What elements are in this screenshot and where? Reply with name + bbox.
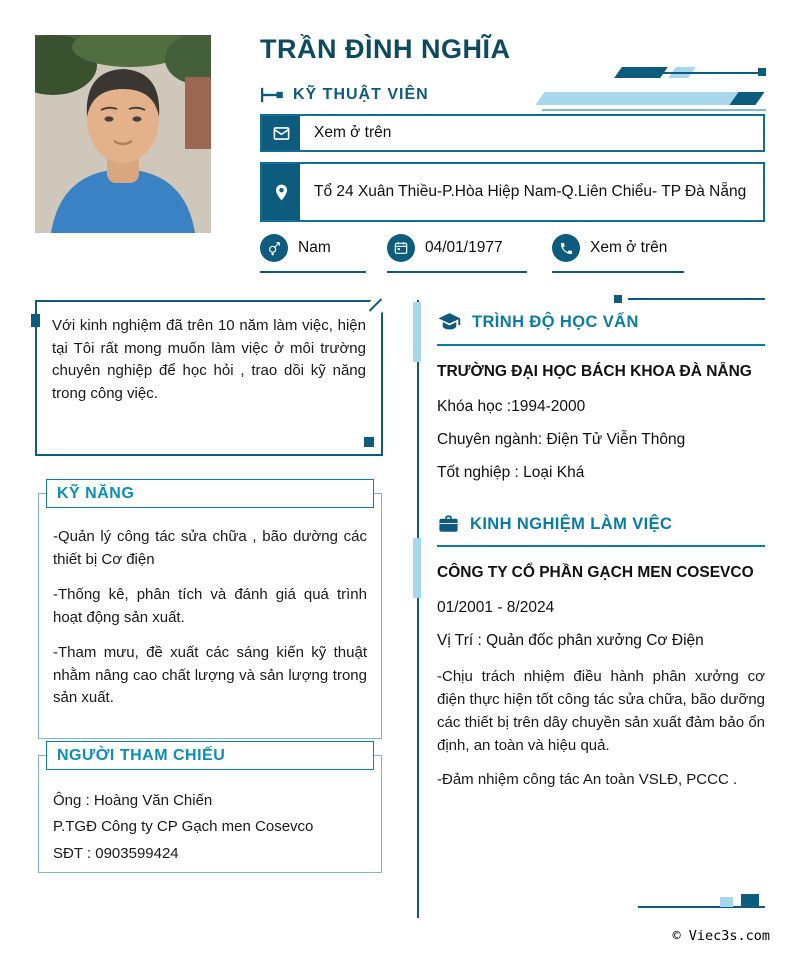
phone-item <box>552 234 684 273</box>
decoration-thin-line <box>542 109 766 111</box>
education-course: Khóa học :1994-2000 <box>437 397 586 415</box>
education-underline <box>437 344 765 346</box>
right-column <box>437 310 765 801</box>
intro-corner-cut <box>370 291 393 314</box>
email-value: Xem ở trên <box>314 123 392 141</box>
skill-item: -Quản lý công tác sửa chữa , bão dường các thiết bị Cơ điện <box>53 528 367 568</box>
references-section-body <box>38 755 382 873</box>
experience-header <box>437 513 765 536</box>
calendar-icon <box>387 234 415 262</box>
experience-position: Vị Trí : Quản đốc phân xưởng Cơ Điện <box>437 631 704 649</box>
gender-item <box>260 234 366 273</box>
decoration-square <box>758 68 766 76</box>
right-column-light-segment-2 <box>413 538 421 598</box>
title-marker-icon <box>260 86 284 104</box>
intro-text: Với kinh nghiệm đã trên 10 năm làm việc, hiện tại Tôi rất mong muốn làm việc ở môi trường chuyên nghiệp để học hỏi , trao dồi kỹ năng trong công việc. <box>52 317 366 402</box>
experience-detail: -Đảm nhiệm công tác An toàn VSLĐ, PCCC . <box>437 770 738 788</box>
experience-company: CÔNG TY CỔ PHẦN GẠCH MEN COSEVCO <box>437 563 754 581</box>
skills-section-title: KỸ NĂNG <box>46 479 374 508</box>
skill-item: -Tham mưu, đề xuất các sáng kiến kỹ thuật nhằm nâng cao chất lượng và sản lượng trong sản xuất. <box>53 644 367 706</box>
education-school: TRƯỜNG ĐẠI HỌC BÁCH KHOA ĐÀ NẴNG <box>437 363 752 380</box>
section-gap <box>437 497 765 513</box>
intro-square-topleft <box>31 314 40 327</box>
experience-period: 01/2001 - 8/2024 <box>437 598 555 616</box>
skill-item: -Thống kê, phân tích và đánh giá quá trình hoạt động sản xuất. <box>53 586 367 626</box>
education-major: Chuyên ngành: Điện Tử Viễn Thông <box>437 430 686 448</box>
address-value: Tổ 24 Xuân Thiều-P.Hòa Hiệp Nam-Q.Liên Chiểu- TP Đà Nẵng <box>314 182 747 200</box>
gender-value: Nam <box>298 239 331 256</box>
right-bottom-light-square <box>720 897 733 907</box>
right-column-light-segment-1 <box>413 302 421 362</box>
right-top-square <box>614 295 622 303</box>
address-box <box>260 162 765 222</box>
candidate-name: TRẦN ĐÌNH NGHĨA <box>260 34 511 64</box>
birthday-value: 04/01/1977 <box>425 239 503 256</box>
profile-photo <box>35 35 211 233</box>
header-decoration <box>528 60 770 114</box>
birthday-item <box>387 234 527 273</box>
decoration-light-bar <box>535 92 744 105</box>
education-title: TRÌNH ĐỘ HỌC VẤN <box>472 313 639 331</box>
briefcase-icon <box>437 513 460 536</box>
intro-square-bottomright <box>364 437 374 447</box>
education-header <box>437 310 765 335</box>
right-column-vertical-line <box>417 300 419 918</box>
phone-value: Xem ở trên <box>590 239 668 256</box>
right-top-line <box>628 298 765 300</box>
profile-photo-image <box>35 35 211 233</box>
experience-title: KINH NGHIỆM LÀM VIỆC <box>470 514 673 533</box>
decoration-line <box>656 72 766 74</box>
intro-box <box>35 300 383 456</box>
reference-line: SĐT : 0903599424 <box>53 844 179 862</box>
job-title-row <box>260 86 429 104</box>
reference-line: Ông : Hoàng Văn Chiến <box>53 792 213 809</box>
graduation-cap-icon <box>437 310 462 335</box>
right-bottom-square <box>741 894 759 907</box>
email-icon <box>262 116 300 150</box>
references-section-title: NGƯỜI THAM CHIẾU <box>46 741 374 770</box>
watermark-copyright: © Viec3s.com <box>672 928 770 944</box>
gender-icon <box>260 234 288 262</box>
experience-detail: -Chịu trách nhiệm điều hành phân xưởng cơ điện thực hiện tốt công tác sửa chữa, bão dưỡng các thiết bị trên dây chuyền sản xuất đảm bảo ổn định, an toàn và hiệu quả. <box>437 667 765 755</box>
experience-underline <box>437 545 765 547</box>
job-title: KỸ THUẬT VIÊN <box>293 86 429 103</box>
location-pin-icon <box>262 164 300 220</box>
email-box <box>260 114 765 152</box>
education-grade: Tốt nghiệp : Loại Khá <box>437 463 585 481</box>
reference-line: P.TGĐ Công ty CP Gạch men Cosevco <box>53 818 314 836</box>
skills-section-body <box>38 493 382 739</box>
phone-icon <box>552 234 580 262</box>
